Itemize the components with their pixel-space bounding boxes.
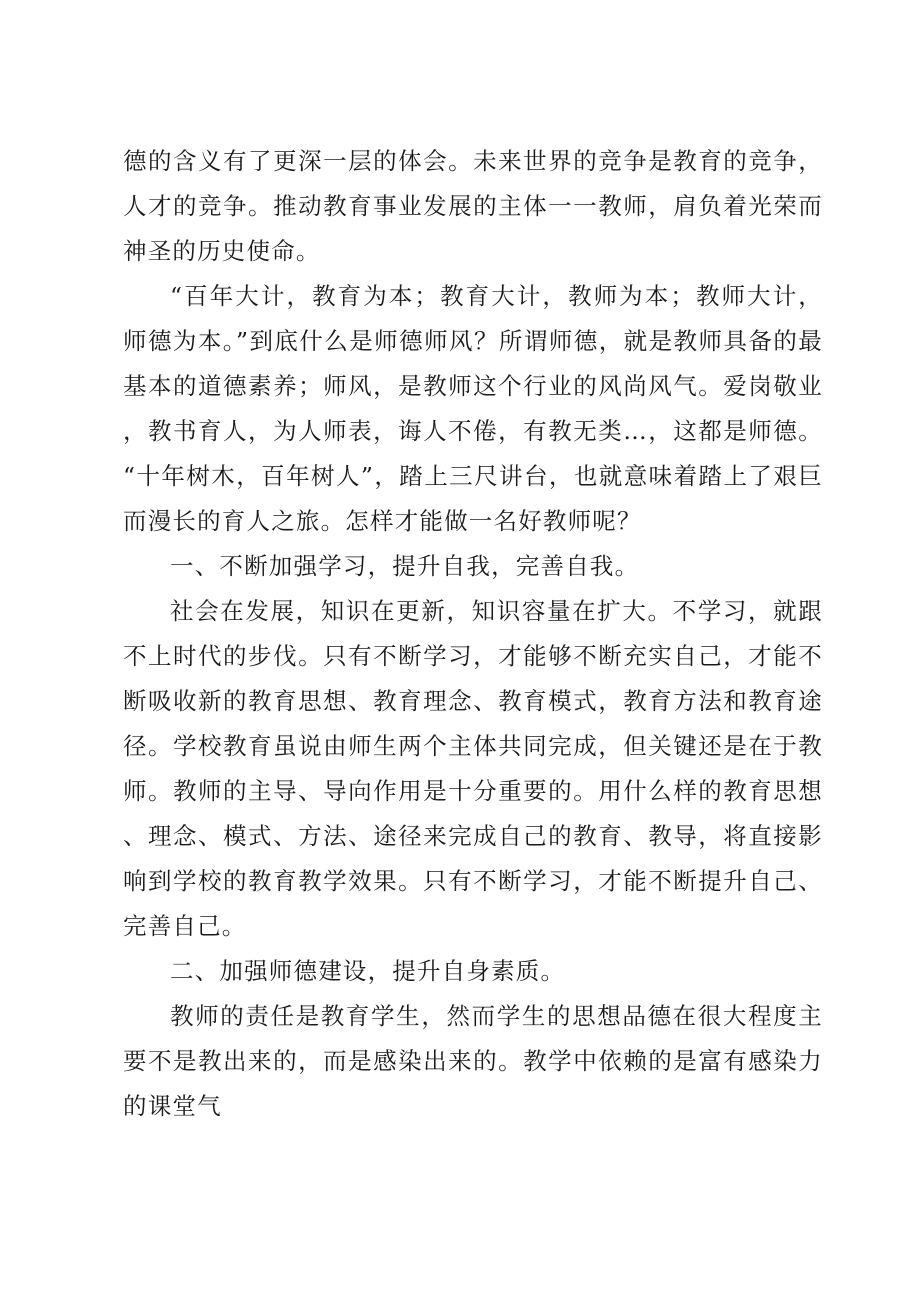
section-heading-1: 一、不断加强学习，提升自我，完善自我。 <box>170 552 640 580</box>
paragraph-teacher-ethics-quote: “百年大计，教育为本；教育大计，教师为本；教师大计，师德为本。”到底什么是师德师风？所谓师德，就是教师具备的最基本的道德素养；师风，是教师这个行业的风尚风气。爱岗敬业，教书育人，为人师表，诲人不倦，有教无类…，这都是师德。“十年树木，百年树人”，踏上三尺讲台，也就意味着踏上了艰巨而漫长的育人之旅。怎样才能做一名好教师呢？ <box>123 282 823 535</box>
paragraph-learning: 社会在发展，知识在更新，知识容量在扩大。不学习，就跟不上时代的步伐。只有不断学习，才能够不断充实自己，才能不断吸收新的教育思想、教育理念、教育模式，教育方法和教育途径。学校教育虽说由师生两个主体共同完成，但关键还是在于教师。教师的主导、导向作用是十分重要的。用什么样的教育思想、理念、模式、方法、途径来完成自己的教育、教导，将直接影响到学校的教育教学效果。只有不断学习，才能不断提升自己、完善自己。 <box>123 597 823 940</box>
paragraph-ethics-building: 教师的责任是教育学生，然而学生的思想品德在很大程度主要不是教出来的，而是感染出来的。教学中依赖的是富有感染力的课堂气 <box>123 1002 823 1120</box>
paragraph-continuation: 德的含义有了更深一层的体会。未来世界的竞争是教育的竞争，人才的竞争。推动教育事业发展的主体一一教师，肩负着光荣而神圣的历史使命。 <box>123 147 823 265</box>
document-body <box>123 139 823 1129</box>
section-heading-2: 二、加强师德建设，提升自身素质。 <box>170 957 566 985</box>
